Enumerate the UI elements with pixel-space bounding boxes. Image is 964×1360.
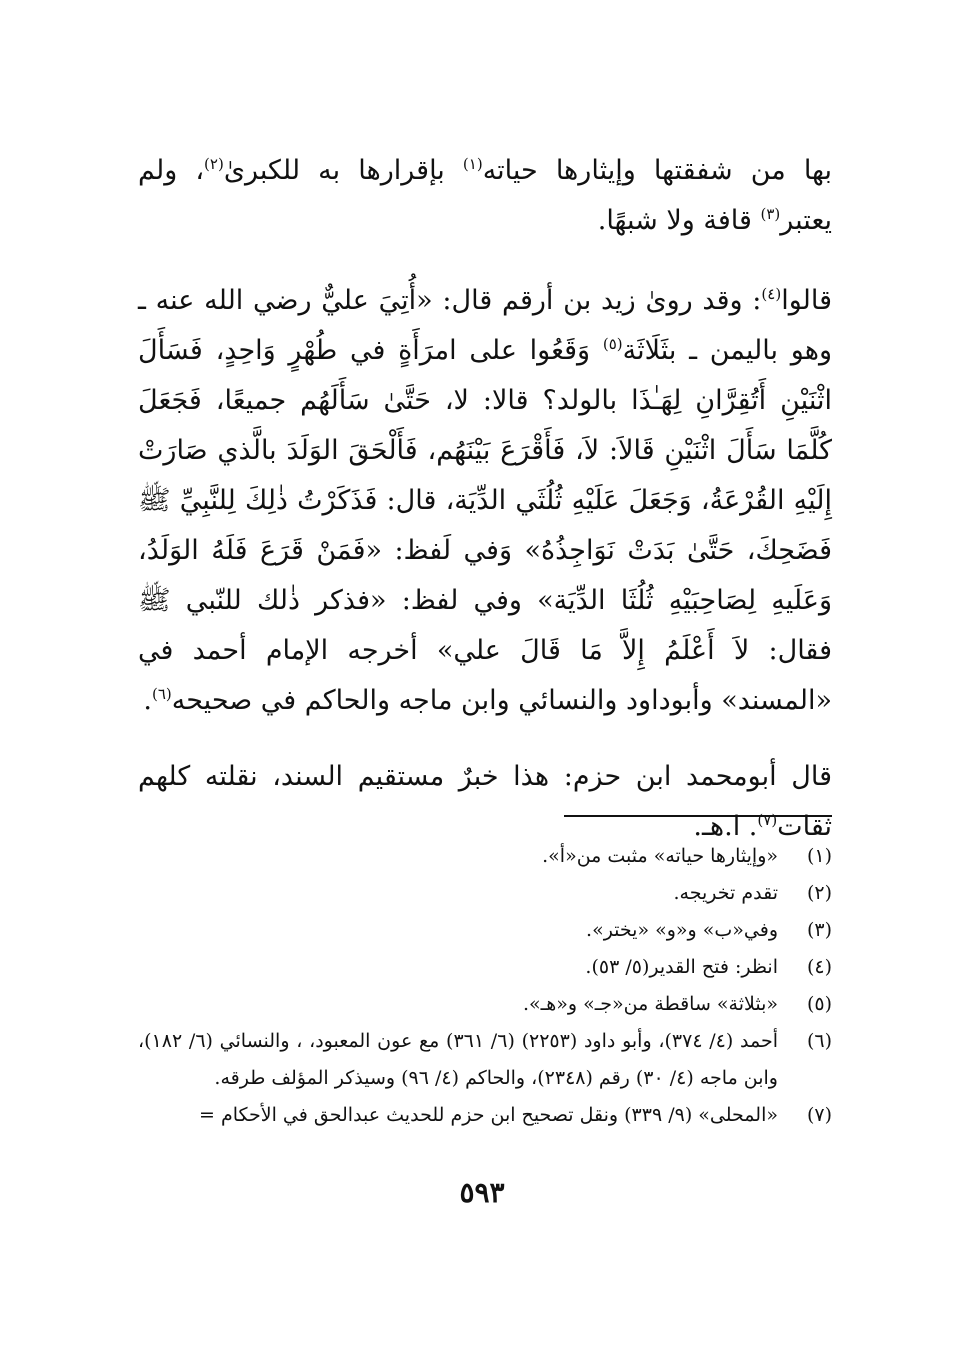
footnote-ref-5: (٥) (602, 335, 623, 353)
footnote-text: تقدم تخريجه. (673, 882, 778, 904)
footnote-ref-3: (٣) (760, 205, 781, 223)
footnotes (138, 838, 832, 1134)
paragraph-2 (138, 276, 832, 726)
paragraph-3-segment-2: . ا.هـ. (693, 811, 758, 842)
paragraph-1 (138, 146, 832, 246)
footnote-text: «المحلى» (٩/ ٣٣٩) ونقل تصحيح ابن حزم للحديث عبدالحق في الأحكام = (199, 1104, 778, 1126)
footnote-item (138, 875, 832, 912)
footnote-number: (١) (806, 845, 832, 867)
paragraph-3-segment-1: قال أبومحمد ابن حزم: هذا خبرٌ مستقيم السند، نقلته كلهم ثقات (138, 761, 832, 842)
footnote-text: وفي«ب» و«و» «يختر». (586, 919, 778, 941)
footnote-number: (٢) (806, 882, 832, 904)
footnote-item (138, 912, 832, 949)
footnote-number: (٧) (806, 1104, 832, 1126)
footnote-item (138, 986, 832, 1023)
footnote-item (138, 949, 832, 986)
paragraph-1-segment-2: بإقرارها به للكبرىٰ (223, 155, 463, 186)
paragraph-2-segment-4: . (143, 685, 152, 716)
paragraph-1-segment-4: قافة ولا شبهًا. (597, 205, 761, 236)
footnote-ref-4: (٤) (761, 285, 782, 303)
paragraph-2-segment-3: وَقَعُوا على امرَأَةٍ في طُهْرٍ وَاحِدٍ، فَسَأَلَ اثْنَيْنِ أَتُقِرَّانِ لِهَـٰذَا بالولد؟ قالا: لا، حَتَّىٰ سَأَلَهُم جميعًا، فَجَعَلَ كُلَّمَا سَأَلَ اثْنَيْنِ قَالاَ: لاَ، فَأَقْرَعَ بَيْنَهُم، فَأَلْحَقَ الوَلَدَ بالَّذي صَارَتْ إِلَيْهِ القُرْعَةُ، وَجَعَلَ عَلَيْهِ ثُلُثَي الدِّيَة، قال: فَذَكَرْتُ ذٰلِكَ لِلنَّبِيِّ ﷺ فَضَحِكَ، حَتَّىٰ بَدَتْ نَوَاجِذُهُ» وَفي لَفظ: «فَمَنْ قَرَعَ فَلَهُ الوَلَدُ، وَعَلَيهِ لِصَاحِبَيْهِ ثُلُثَا الدِّيَة» وفي لفظ: «فذكر ذٰلك للنّبي ﷺ فقال: لاَ أَعْلَمُ إِلاَّ مَا قَالَ علي» أخرجه الإمام أحمد في «المسند» وأبوداود والنسائي وابن ماجه والحاكم في صحيحه (138, 335, 832, 716)
footnote-number: (٥) (806, 993, 832, 1015)
footnote-text: «بثلاثة» ساقطة من«جـ» و«هـ». (522, 993, 778, 1015)
footnote-number: (٣) (806, 919, 832, 941)
footnote-ref-7: (٧) (757, 811, 778, 829)
footnote-item (138, 1023, 832, 1097)
footnote-ref-6: (٦) (151, 685, 172, 703)
paragraph-2-segment-2: : وقد روىٰ زيد بن أرقم قال: «أُتِيَ عليٌّ رضي الله عنه ـ وهو باليمن ـ بثَلَاثَة (138, 285, 832, 366)
footnote-separator (564, 815, 832, 817)
footnote-text: انظر: فتح القدير(٥/ ٥٣). (585, 956, 778, 978)
footnote-item (138, 1097, 832, 1134)
paragraph-3 (138, 752, 832, 852)
footnote-ref-1: (١) (462, 155, 483, 173)
main-text (138, 146, 832, 878)
paragraph-1-segment-3: ، ولم يعتبر (138, 155, 832, 236)
paragraph-2-segment-1: قالوا (781, 285, 832, 316)
footnote-text: أحمد (٤/ ٣٧٤)، وأبو داود (٢٢٥٣) (٦/ ٣٦١) مع عون المعبود، ، والنسائي (٦/ ١٨٢)، وابن ماجه (٤/ ٣٠) رقم (٢٣٤٨)، والحاكم (٤/ ٩٦) وسيذكر المؤلف طرقه. (138, 1030, 779, 1089)
footnote-number: (٦) (806, 1030, 832, 1052)
footnote-ref-2: (٢) (204, 155, 224, 173)
footnote-number: (٤) (806, 956, 832, 978)
page-number: ٥٩٣ (459, 1176, 505, 1209)
paragraph-1-segment-1: بها من شفقتها وإيثارها حياته (482, 155, 833, 186)
footnote-text: «وإيثارها حياته» مثبت من«أ». (542, 845, 778, 867)
footnote-item (138, 838, 832, 875)
